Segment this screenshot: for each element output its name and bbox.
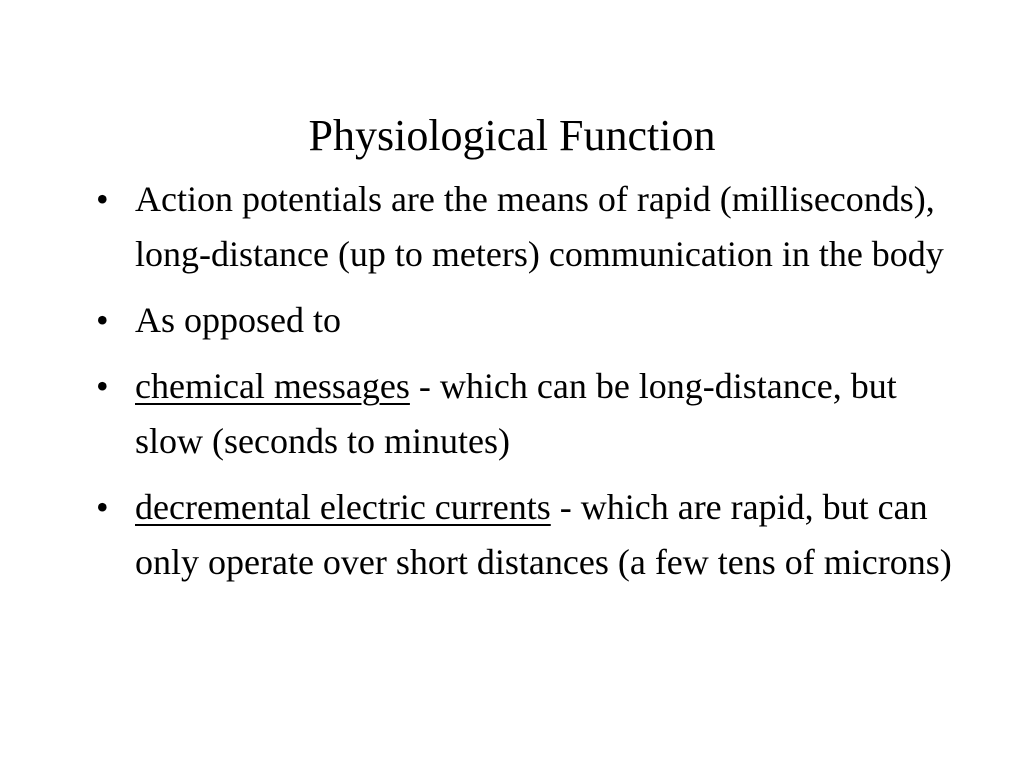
bullet-item-as-opposed-to (96, 293, 956, 348)
bullet-list (96, 172, 956, 601)
bullet-item-action-potentials (96, 172, 956, 282)
bullet-dot-icon: • (96, 366, 109, 406)
underlined-term: decremental electric currents (135, 487, 551, 527)
bullet-dot-icon: • (96, 179, 109, 219)
bullet-dot-icon: • (96, 300, 109, 340)
bullet-item-decremental-currents (96, 480, 956, 590)
bullet-text: Action potentials are the means of rapid (milliseconds), long-distance (up to meters) communication in the body (135, 179, 944, 274)
bullet-item-chemical-messages (96, 359, 956, 469)
bullet-text: - which can be long-distance, but slow (seconds to minutes) (135, 366, 897, 461)
slide-title: Physiological Function (308, 111, 716, 160)
underlined-term: chemical messages (135, 366, 410, 406)
bullet-dot-icon: • (96, 487, 109, 527)
bullet-text: As opposed to (135, 300, 341, 340)
bullet-text: - which are rapid, but can only operate over short distances (a few tens of microns) (135, 487, 952, 582)
